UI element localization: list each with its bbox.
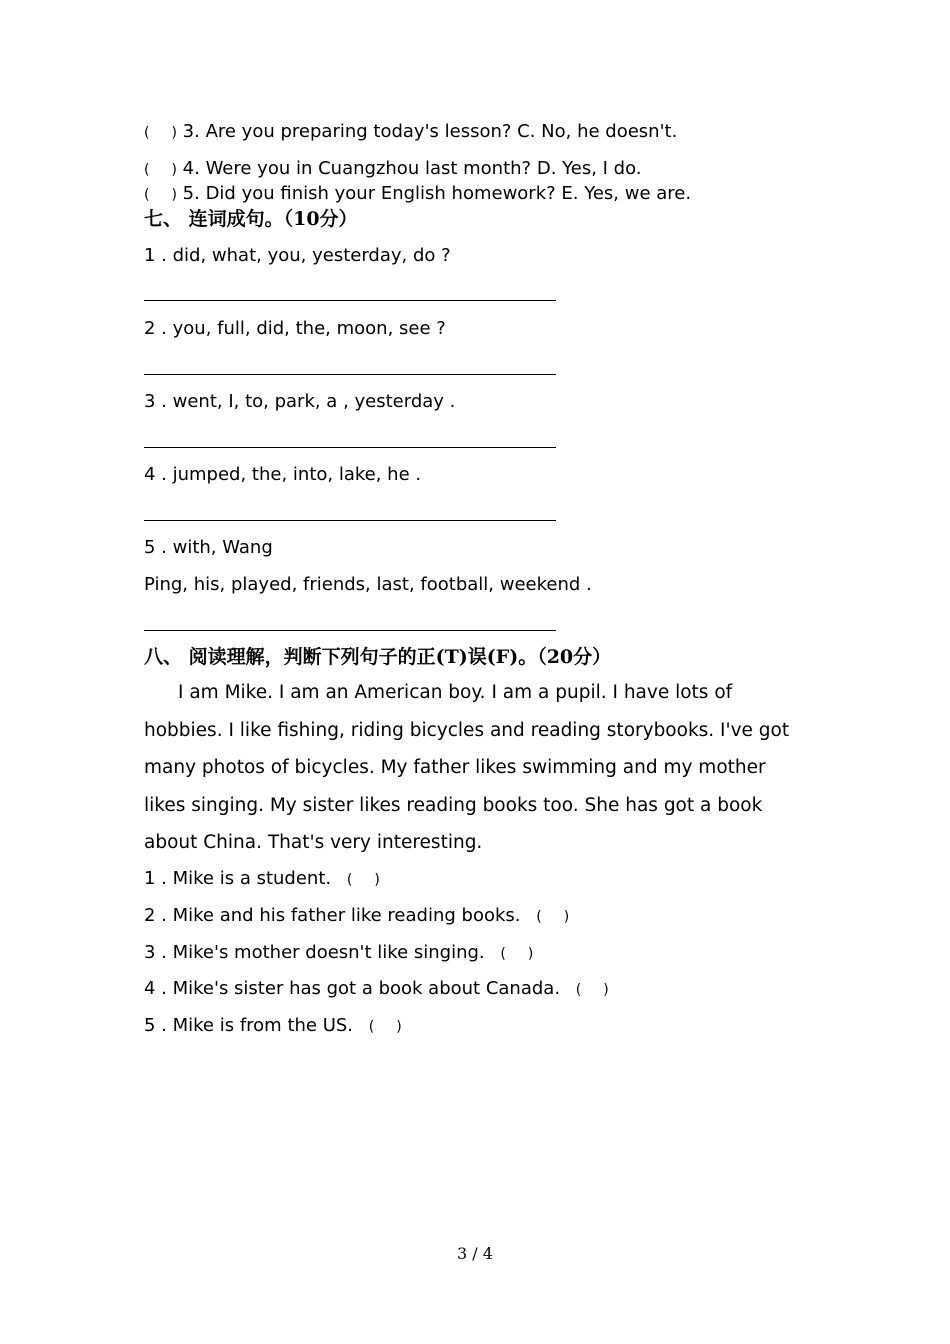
tf-question-text: 4 . Mike's sister has got a book about Canada.	[144, 978, 561, 999]
paren-open: (	[536, 909, 542, 925]
matching-item	[144, 183, 691, 206]
matching-item	[144, 121, 677, 144]
sentence-item-continued: Ping, his, played, friends, last, football, weekend .	[144, 574, 592, 595]
paren-close: )	[171, 187, 177, 203]
paren-close: )	[527, 946, 534, 962]
paren-open: (	[575, 982, 582, 998]
tf-question	[144, 905, 569, 928]
sentence-item: 5 . with, Wang	[144, 537, 273, 558]
paren-open: (	[346, 872, 353, 888]
tf-question-text: 2 . Mike and his father like reading books.	[144, 905, 521, 926]
section-8-title: 八、 阅读理解，判断下列句子的正(T)误(F)。（20分）	[144, 646, 612, 668]
matching-text: 5. Did you finish your English homework? E. Yes, we are.	[182, 183, 692, 204]
sentence-item: 1 . did, what, you, yesterday, do ?	[144, 245, 451, 266]
paren-close: )	[171, 162, 177, 178]
answer-line[interactable]	[144, 520, 556, 521]
section-7-title: 七、 连词成句。（10分）	[144, 208, 358, 230]
sentence-item: 4 . jumped, the, into, lake, he .	[144, 464, 422, 485]
tf-question	[144, 1015, 402, 1038]
answer-line[interactable]	[144, 630, 556, 631]
answer-line[interactable]	[144, 447, 556, 448]
matching-text: 4. Were you in Cuangzhou last month? D. Yes, I do.	[182, 158, 642, 179]
reading-passage: I am Mike. I am an American boy. I am a pupil. I have lots of hobbies. I like fishing, riding bicycles and reading storybooks. I've got many photos of bicycles. My father likes swimming and my mother likes singing. My sister likes reading books too. She has got a book about China. That's very interesting.	[144, 682, 790, 853]
paren-open: (	[144, 125, 150, 141]
paren-open: (	[368, 1019, 375, 1035]
tf-question	[144, 978, 609, 1001]
matching-text: 3. Are you preparing today's lesson? C. No, he doesn't.	[182, 121, 678, 142]
paren-close: )	[374, 872, 380, 888]
paren-open: (	[500, 946, 506, 962]
sentence-item: 2 . you, full, did, the, moon, see ?	[144, 318, 446, 339]
page-number: 3 / 4	[457, 1244, 493, 1263]
sentence-item: 3 . went, I, to, park, a , yesterday .	[144, 391, 456, 412]
paren-open: (	[144, 187, 150, 203]
answer-line[interactable]	[144, 374, 556, 375]
tf-question-text: 3 . Mike's mother doesn't like singing.	[144, 942, 485, 963]
paren-close: )	[396, 1019, 402, 1035]
paren-close: )	[563, 909, 570, 925]
tf-question-text: 5 . Mike is from the US.	[144, 1015, 354, 1036]
tf-question	[144, 868, 380, 891]
paren-open: (	[144, 162, 150, 178]
tf-question	[144, 942, 533, 965]
matching-item	[144, 158, 642, 181]
tf-question-text: 1 . Mike is a student.	[144, 868, 332, 889]
answer-line[interactable]	[144, 300, 556, 301]
paren-close: )	[603, 982, 609, 998]
paren-close: )	[171, 125, 177, 141]
